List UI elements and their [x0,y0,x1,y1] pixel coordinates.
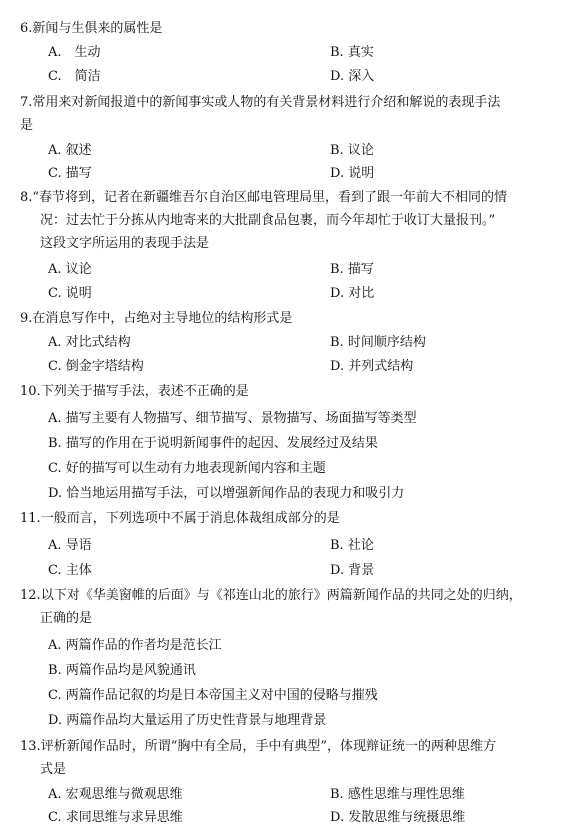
option-c: C. 求同思维与求异思维 [48,810,183,825]
question-stem: 下列关于描写手法，表述不正确的是 [40,384,249,399]
option-b: B. 时间顺序结构 [330,335,426,350]
question-9 [20,307,570,330]
question-stem-cont: 况：过去忙于分拣从内地寄来的大批副食品包裹，而今年却忙于收订大量报刊。” [40,213,496,228]
option-d: D. 对比 [330,286,375,301]
question-12 [20,584,570,630]
option-d: D. 发散思维与统摄思维 [330,810,466,825]
question-number: 13. [20,739,41,754]
option-a: A. 叙述 [48,143,92,158]
option-b: B. 真实 [330,45,374,60]
question-stem: 一般而言，下列选项中不属于消息体裁组成部分的是 [40,511,340,526]
option-c: C. 说明 [48,286,92,301]
option-a: A. 宏观思维与微观思维 [48,787,183,802]
option-d: D. 背景 [330,563,375,578]
question-stem: 新闻与生俱来的属性是 [32,21,163,36]
question-number: 10. [20,384,41,399]
option-d: D. 两篇作品均大量运用了历史性背景与地理背景 [48,713,327,728]
option-d: D. 恰当地运用描写手法，可以增强新闻作品的表现力和吸引力 [48,486,405,501]
question-8 [20,186,570,255]
option-a: A. 对比式结构 [48,335,131,350]
option-b: B. 描写的作用在于说明新闻事件的起因、发展经过及结果 [48,436,378,451]
question-number: 6. [20,21,33,36]
question-number: 12. [20,588,41,603]
option-d: D. 并列式结构 [330,359,414,374]
question-stem: “春节将到，记者在新疆维吾尔自治区邮电管理局里，看到了跟一年前大不相同的情 [32,190,508,205]
option-b: B. 社论 [330,538,374,553]
question-stem: 评析新闻作品时，所谓“胸中有全局，手中有典型”，体现辩证统一的两种思维方 [40,739,496,754]
option-d: D. 深入 [330,69,375,84]
option-b: B. 议论 [330,143,374,158]
question-7 [20,91,570,137]
option-c: C. 倒金字塔结构 [48,359,144,374]
option-b: B. 感性思维与理性思维 [330,787,465,802]
option-c: C. 主体 [48,563,92,578]
option-a: A. 导语 [48,538,92,553]
question-13 [20,735,570,781]
option-d: D. 说明 [330,166,375,181]
option-b: B. 两篇作品均是风貌通讯 [48,663,196,678]
question-number: 7. [20,95,33,110]
option-c: C. 简洁 [48,69,101,84]
question-stem-cont: 这段文字所运用的表现手法是 [40,236,210,251]
question-number: 11. [20,511,41,526]
question-stem-cont: 式是 [40,762,67,777]
question-stem: 常用来对新闻报道中的新闻事实或人物的有关背景材料进行介绍和解说的表现手法 [32,95,501,110]
question-number: 8. [20,190,33,205]
option-a: A. 议论 [48,262,92,277]
question-10 [20,380,570,403]
question-6 [20,17,570,40]
option-a: A. 描写主要有人物描写、细节描写、景物描写、场面描写等类型 [48,411,417,426]
option-c: C. 好的描写可以生动有力地表现新闻内容和主题 [48,461,326,476]
option-c: C. 描写 [48,166,92,181]
option-a: A. 生动 [48,45,101,60]
option-a: A. 两篇作品的作者均是范长江 [48,638,222,653]
question-stem-cont: 是 [20,118,34,133]
question-stem-cont: 正确的是 [40,611,93,626]
question-11 [20,507,570,530]
question-number: 9. [20,311,33,326]
question-stem: 以下对《华美窗帷的后面》与《祁连山北的旅行》两篇新闻作品的共同之处的归纳， [40,588,522,603]
option-b: B. 描写 [330,262,374,277]
option-c: C. 两篇作品记叙的均是日本帝国主义对中国的侵略与摧残 [48,688,378,703]
question-stem: 在消息写作中，占绝对主导地位的结构形式是 [32,311,293,326]
